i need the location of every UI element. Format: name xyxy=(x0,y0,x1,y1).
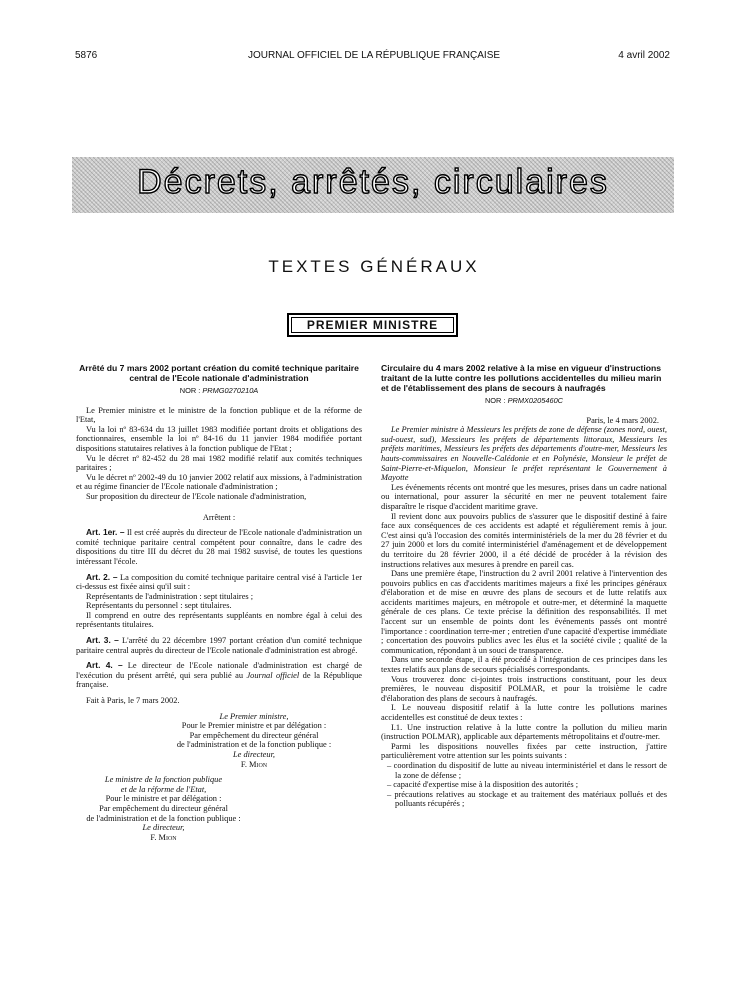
sig-line: Le Premier ministre, xyxy=(219,711,289,721)
ministry-title: PREMIER MINISTRE xyxy=(306,318,439,332)
circulaire-date: Paris, le 4 mars 2002. xyxy=(586,415,659,425)
preamble-intro: Le Premier ministre et le ministre de la fonction publique et de la réforme de l'Etat, xyxy=(76,405,362,425)
sig-line: Le directeur, xyxy=(142,823,185,833)
sig-line: de l'administration et de la fonction publique : xyxy=(176,740,332,750)
sig-line: Par empêchement du directeur général xyxy=(189,730,319,740)
nor-code: PRMX0205460C xyxy=(507,396,564,405)
nor-code: PRMG0270210A xyxy=(202,386,259,395)
paragraph-7: I.1. Une instruction relative à la lutte contre la pollution du milieu marin (instruction POLMAR), applicable aux départements métropolitains et d'outre-mer. xyxy=(381,722,667,742)
section-heading: TEXTES GÉNÉRAUX xyxy=(268,257,480,276)
sig-line: Pour le Premier ministre et par délégation : xyxy=(181,721,327,731)
paragraph-6: I. Le nouveau dispositif relatif à la lutte contre les pollutions marines accidentelles est constitué de deux textes : xyxy=(381,703,667,722)
journal-officiel: Journal officiel xyxy=(246,670,300,680)
circulaire-title: Circulaire du 4 mars 2002 relative à la mise en vigueur d'instructions traitant de la lutte contre les pollutions accidentelles du milieu marin et de l'établissement des plans de secours à naufragés xyxy=(381,363,662,393)
article-3-label: Art. 3. – xyxy=(86,635,119,646)
rep-personnel: Représentants du personnel : sept titulaires. xyxy=(86,601,232,611)
sig-line: Par empêchement du directeur général xyxy=(99,803,228,813)
arrete-title: Arrêté du 7 mars 2002 portant création du comité technique paritaire central de l'Ecole nationale d'administration xyxy=(79,363,359,383)
banner-title: Décrets, arrêtés, circulaires xyxy=(137,163,609,201)
circulaire-nor xyxy=(381,396,667,406)
journal-title: JOURNAL OFFICIEL DE LA RÉPUBLIQUE FRANÇAISE xyxy=(247,50,501,61)
signature-block-2 xyxy=(76,775,251,842)
article-4-text: Le directeur de l'Ecole nationale d'administration est chargé de l'exécution du présent arrêté, qui sera publié au xyxy=(76,661,362,680)
sig-line: et de la réforme de l'Etat, xyxy=(120,784,207,794)
signature-block-1 xyxy=(146,712,362,770)
bullet-1: – coordination du dispositif de lutte au niveau interministériel et dans le ressort de la zone de défense ; xyxy=(387,760,667,780)
page-header xyxy=(0,50,748,66)
sig-line: de l'administration et de la fonction publique : xyxy=(86,813,241,823)
preamble-vu-2: Vu le décret nº 82-452 du 28 mai 1982 modifié relatif aux comités techniques paritaires ; xyxy=(76,453,362,473)
article-2 xyxy=(76,573,362,592)
arretent: Arrêtent : xyxy=(202,512,236,522)
rep-admin: Représentants de l'administration : sept titulaires ; xyxy=(86,591,254,601)
paragraph-1: Les événements récents ont montré que les mesures, prises dans un cadre national ou international, pour assurer la sécurité en mer ne peuvent totalement faire disparaître le risque d'accident maritime grave. xyxy=(381,482,667,511)
nor-label: NOR : xyxy=(179,386,201,395)
sig-line: Pour le ministre et par délégation : xyxy=(105,794,222,804)
ministry-box xyxy=(287,313,458,337)
article-3-text: L'arrêté du 22 décembre 1997 portant création d'un comité technique paritaire central auprès du directeur de l'Ecole nationale d'administration est abrogé. xyxy=(76,636,362,655)
supplementary: Il comprend en outre des représentants suppléants en nombre égal à celui des représentants titulaires. xyxy=(76,610,362,630)
sig-line: Le ministre de la fonction publique xyxy=(104,775,223,785)
arrete-nor xyxy=(76,386,362,396)
article-3 xyxy=(76,636,362,655)
paragraph-4: Dans une seconde étape, il a été procédé à l'intégration de ces principes dans les textes relatifs aux plans de secours spécialisés correspondants. xyxy=(381,655,667,675)
article-1-label: Art. 1er. – xyxy=(86,527,125,538)
article-2-text: La composition du comité technique paritaire central visé à l'article 1er ci-dessus est fixée ainsi qu'il suit : xyxy=(76,572,362,592)
article-4-end: de la République française. xyxy=(76,670,363,690)
article-4-label: Art. 4. – xyxy=(86,660,123,671)
right-column xyxy=(381,363,667,809)
addressee: Le Premier ministre à Messieurs les préfets de zone de défense (zones nord, ouest, sud-ouest, sud), Messieurs les préfets de départements littoraux, Messieurs les préfets maritimes, Messieurs les préfets des départements d'outre-mer, Messieurs les hauts-commissaires en Nouvelle-Calédonie et en Polynésie, Monsieur le préfet de Saint-Pierre-et-Miquelon, Monsieur le préfet représentant le Gouvernement à Mayotte xyxy=(381,425,667,483)
left-column xyxy=(76,363,362,842)
section-banner xyxy=(72,157,674,213)
article-4 xyxy=(76,661,362,690)
page-number: 5876 xyxy=(75,50,98,61)
preamble-vu-3: Vu le décret nº 2002-49 du 10 janvier 2002 relatif aux missions, à l'administration et au régime financier de l'Ecole nationale d'administration ; xyxy=(76,472,362,492)
article-1-text: Il est créé auprès du directeur de l'Ecole nationale d'administration un comité technique paritaire central compétent pour connaître, dans le cadre des dispositions du titre III du décret du 28 mai 1982 susvisé, de toutes les questions intéressant l'école. xyxy=(76,528,362,566)
bullet-3: – précautions relatives au stockage et au traitement des matériaux pollués et des polluants récupérés ; xyxy=(387,789,667,809)
signatory-name: F. Mion xyxy=(240,759,268,769)
preamble-vu-4: Sur proposition du directeur de l'Ecole nationale d'administration, xyxy=(86,491,307,501)
article-1 xyxy=(76,528,362,566)
paragraph-2: Il revient donc aux pouvoirs publics de s'assurer que le dispositif destiné à faire face aux conséquences de ces accidents est adapté et régulièrement remis à jour. C'est ainsi qu'à l'occasion des comités interministériels de la mer du 28 février et du 27 juin 2000 et lors du comité interministériel d'aménagement et de développement du territoire du 28 février 2000, il a été décidé de procéder à la révision des instructions relatives aux mesures à prendre en pareil cas. xyxy=(381,511,667,569)
article-2-label: Art. 2. – xyxy=(86,571,118,582)
fait-a: Fait à Paris, le 7 mars 2002. xyxy=(86,696,180,706)
paragraph-8: Parmi les dispositions nouvelles fixées par cette instruction, j'attire particulièrement votre attention sur les points suivants : xyxy=(381,741,667,761)
preamble-vu-1: Vu la loi nº 83-634 du 13 juillet 1983 modifiée portant droits et obligations des fonctionnaires, ensemble la loi nº 84-16 du 11 janvier 1984 modifiée portant dispositions statutaires relatives à la fonction publique de l'Etat ; xyxy=(76,424,362,453)
sig-line: Le directeur, xyxy=(232,750,276,759)
paragraph-3: Dans une première étape, l'instruction du 2 avril 2001 relative à l'intervention des pouvoirs publics en cas d'accidents maritimes majeurs a fixé les principes généraux d'élaboration et de mise en œuvre des plans de secours et de lutte relatifs aux accidents maritimes majeurs, en métropole et outre-mer, et déterminé la maquette générale de ces plans. Ce texte précise la définition des responsabilités. Il met l'accent sur un ensemble de points dont les événements passés ont montré l'importance : coordination terre-mer ; entretien d'une capacité d'expertise immédiate ; concertation des pouvoirs publics avec les élus et la société civile ; qualité de la communication, répondant à un souci de transparence. xyxy=(381,569,667,655)
nor-label: NOR : xyxy=(484,396,506,405)
signatory-name: F. Mion xyxy=(150,832,177,842)
paragraph-5: Vous trouverez donc ci-jointes trois instructions constituant, pour les deux premières, le nouveau dispositif POLMAR, et pour la troisième le cadre d'élaboration des plans de secours à naufragés. xyxy=(381,674,667,703)
bullet-2: – capacité d'expertise mise à la disposition des autorités ; xyxy=(387,780,579,790)
issue-date: 4 avril 2002 xyxy=(618,50,670,61)
